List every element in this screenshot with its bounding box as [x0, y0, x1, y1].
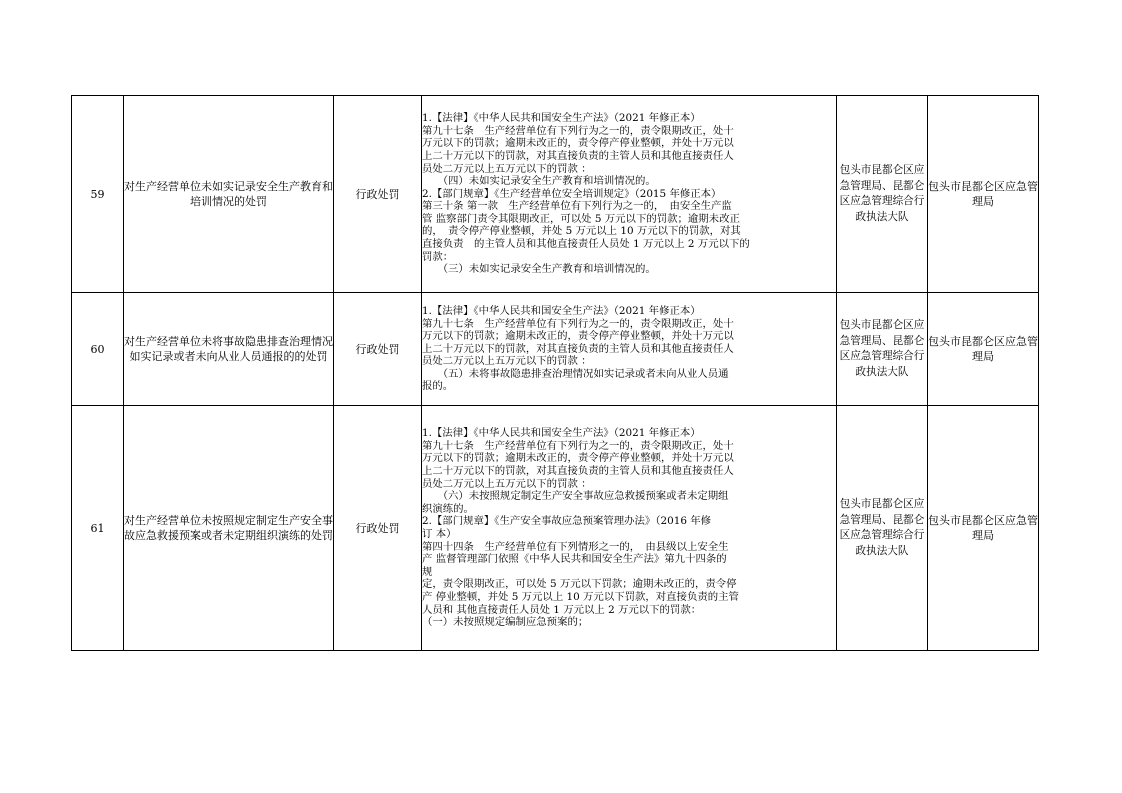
- basis-line: 管 监察部门责令其限期改正，可以处 5 万元以下的罚款；逾期未改正: [422, 212, 740, 225]
- basis-line: 员处二万元以上五万元以下的罚款 ：: [422, 162, 592, 175]
- basis-line: 第九十七条 生产经营单位有下列行为之一的，责令限期改正，处十: [422, 317, 734, 330]
- basis-line: 人员和 其他直接责任人员处 1 万元以上 2 万元以下的罚款：: [422, 603, 702, 616]
- item-name: 对生产经营单位未如实记录安全生产教育和培训情况的处罚: [124, 96, 334, 293]
- basis-line: 第九十七条 生产经营单位有下列行为之一的，责令限期改正，处十: [422, 124, 734, 137]
- item-type: 行政处罚: [334, 96, 422, 293]
- executing-agency: 包头市昆都仑区应急管理局、昆都仑区应急管理综合行政执法大队: [837, 406, 928, 651]
- basis-line: 上二十万元以下的罚款，对其直接负责的主管人员和其他直接责任人: [422, 465, 734, 478]
- responsible-department: 包头市昆都仑区应急管理局: [928, 406, 1039, 651]
- basis-line: 订 本）: [422, 528, 457, 540]
- table-row: [72, 406, 1039, 651]
- basis-line: 第四十四条 生产经营单位有下列情形之一的， 由县级以上安全生: [422, 540, 729, 553]
- basis-line: （三）未如实记录安全生产教育和培训情况的。: [422, 263, 656, 276]
- basis-line: （一）未按照规定编制应急预案的；: [422, 616, 589, 629]
- executing-agency: 包头市昆都仑区应急管理局、昆都仑区应急管理综合行政执法大队: [837, 293, 928, 406]
- responsible-department: 包头市昆都仑区应急管理局: [928, 96, 1039, 293]
- basis-line: 上二十万元以下的罚款，对其直接负责的主管人员和其他直接责任人: [422, 149, 734, 162]
- row-number: 61: [72, 406, 124, 651]
- item-type: 行政处罚: [334, 293, 422, 406]
- basis-line: 员处二万元以上五万元以下的罚款 ：: [422, 477, 592, 490]
- basis-line: （四）未如实记录安全生产教育和培训情况的。: [422, 175, 656, 188]
- basis-line: 万元以下的罚款；逾期未改正的，责令停产停业整顿，并处十万元以: [422, 452, 734, 465]
- executing-agency: 包头市昆都仑区应急管理局、昆都仑区应急管理综合行政执法大队: [837, 96, 928, 293]
- basis-line: 上二十万元以下的罚款，对其直接负责的主管人员和其他直接责任人: [422, 342, 734, 355]
- basis-line: （五）未将事故隐患排查治理情况如实记录或者未向从业人员通: [422, 367, 729, 380]
- table-row: [72, 96, 1039, 293]
- table-row: [72, 293, 1039, 406]
- legal-basis: [422, 406, 837, 651]
- basis-line: 1.【法律】《中华人民共和国安全生产法》（2021 年修正本）: [422, 112, 701, 125]
- basis-line: 1.【法律】《中华人民共和国安全生产法》（2021 年修正本）: [422, 427, 701, 440]
- basis-line: 产 监督管理部门依照《中华人民共和国安全生产法》第九十四条的: [422, 553, 727, 566]
- basis-line: 定，责令限期改正，可以处 5 万元以下罚款；逾期未改正的，责令停: [422, 578, 737, 591]
- basis-line: 织演练的。: [422, 502, 474, 515]
- legal-basis: [422, 96, 837, 293]
- row-number: 60: [72, 293, 124, 406]
- basis-line: 报的。: [422, 380, 454, 393]
- responsible-department: 包头市昆都仑区应急管理局: [928, 293, 1039, 406]
- penalty-table: [71, 95, 1039, 651]
- basis-line: 第三十条 第一款 生产经营单位有下列行为之一的， 由安全生产监: [422, 200, 732, 213]
- basis-line: 2.【部门规章】《生产经营单位安全培训规定》（2015 年修正本）: [422, 187, 722, 200]
- item-name: 对生产经营单位未将事故隐患排查治理情况如实记录或者未向从业人员通报的的处罚: [124, 293, 334, 406]
- basis-line: （六）未按照规定制定生产安全事故应急救援预案或者未定期组: [422, 490, 729, 503]
- basis-line: 第九十七条 生产经营单位有下列行为之一的，责令限期改正，处十: [422, 439, 734, 452]
- basis-line: 罚款：: [422, 250, 454, 263]
- legal-basis: [422, 293, 837, 406]
- basis-line: 直接负责 的主管人员和其他直接责任人员处 1 万元以上 2 万元以下的: [422, 238, 750, 251]
- basis-line: 的， 责令停产停业整顿，并处 5 万元以上 10 万元以下的罚款，对其: [422, 225, 741, 238]
- row-number: 59: [72, 96, 124, 293]
- item-type: 行政处罚: [334, 406, 422, 651]
- basis-line: 万元以下的罚款；逾期未改正的，责令停产停业整顿，并处十万元以: [422, 330, 734, 343]
- basis-line: 2.【部门规章】《生产安全事故应急预案管理办法》（2016 年修: [422, 515, 712, 528]
- item-name: 对生产经营单位未按照规定制定生产安全事故应急救援预案或者未定期组织演练的处罚: [124, 406, 334, 651]
- basis-line: 员处二万元以上五万元以下的罚款 ：: [422, 355, 592, 368]
- basis-line: 1.【法律】《中华人民共和国安全生产法》（2021 年修正本）: [422, 304, 701, 317]
- basis-line: 万元以下的罚款；逾期未改正的，责令停产停业整顿，并处十万元以: [422, 137, 734, 150]
- basis-line: 规: [422, 565, 433, 578]
- basis-line: 产 停业整顿，并处 5 万元以上 10 万元以下罚款，对直接负责的主管: [422, 590, 739, 603]
